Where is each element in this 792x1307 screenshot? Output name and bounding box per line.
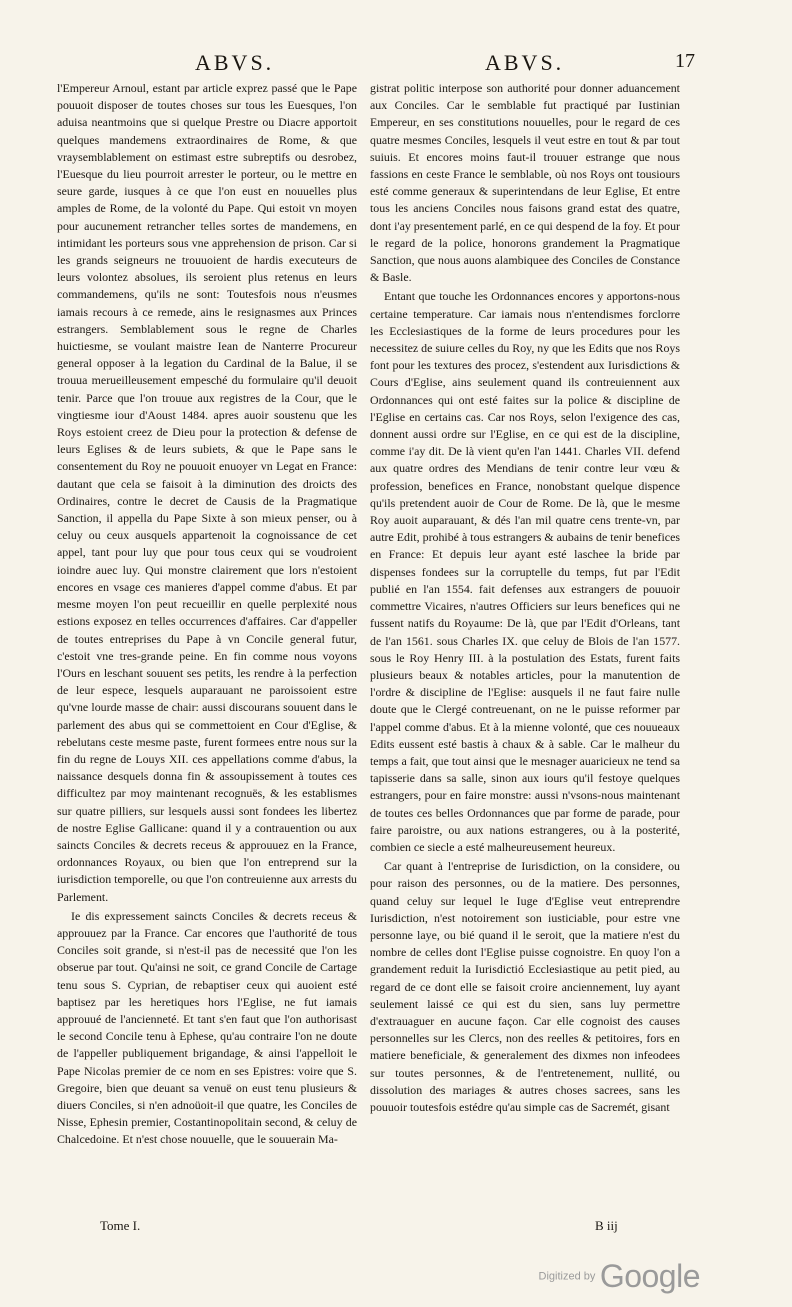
tome-label: Tome I. [100,1218,141,1233]
watermark-brand: Google [599,1258,700,1294]
left-column [57,80,357,1149]
signature-mark: B iij [595,1218,618,1233]
page-number: 17 [675,50,695,72]
watermark-prefix: Digitized by [538,1270,596,1283]
left-running-title: ABVS. [195,50,275,75]
left-paragraph-1: l'Empereur Arnoul, estant par article exprez passé que le Pape pouuoit disposer de toutes choses sur tous les Euesques, l'on aduisa neantmoins que si quelque Prestre ou Diacre apportoit quelques mandemens extraordinaires de Rome, & que vraysemblablement on estimast estre subreptifs ou desrobez, l'Euesque du lieu pourroit arrester le porteur, ou le mettre en seure garde, iusques à ce que l'on eust en nouuelles plus amples de Rome, de la volonté du Pape. Qui estoit vn moyen pour aucunement retrancher telles sortes de mandemens, en intimidant les porteurs sous vne apprehension de prison. Car si les grands seigneurs ne trouuoient de hardis executeurs de leurs volontez absolues, ils seroient plus retenus en leurs commandemens, qu'ils ne sont: Toutesfois nous n'eusmes iamais recours à ce remede, ains le resignasmes aux Princes estrangers. Semblablement sous le regne de Charles huictiesme, se voulant maistre Iean de Nanterre Procureur general opposer à la legation du Cardinal de la Balue, il se trouua merueilleusement empesché du formulaire qu'il deuoit tenir. Parce que l'on trouue aux registres de la Cour, que le vingtiesme iour d'Aoust 1484. apres auoir soustenu que les Roys estoient creez de Dieu pour la protection & defense de leurs Eglises & de leurs subiets, & que le Pape sans le consentement du Roy ne pouuoit enuoyer vn Legat en France: dautant que cela se faisoit à la diminution des droicts des Ordinaires, contre le decret de Causis de la Pragmatique Sanction, il appella du Pape Sixte à son mieux penser, ou à celuy ou ceux ausquels appartenoit la cognoissance de cet appel, tant pour luy que pour tous ceux qui se voudroient ioindre auec luy. Qui monstre clairement que lors n'estoient encores en vsage ces manieres d'appel comme d'abus. Et par mesme moyen l'on peut recueillir en quelle perplexité nous estions exposez en telles occurrences d'affaires. Car d'appeller de toutes entreprises du Pape à vn Concile general futur, c'estoit vne tres-grande peine. En fin comme nous voyons l'Ours en leschant souuent ses petits, les rendre à la perfection de leur espece, lesquels auparauant ne paroissoient estre qu'vne lourde masse de chair: aussi discourans souuent dans le parlement des abus qui se commettoient en Cour d'Eglise, & rebelutans ceste mesme paste, furent formees entre nous sur la fin du regne de Louys XII. ces appellations comme d'abus, la naissance desquels donna fin & assoupissement à toutes ces difficultez par moy maintenant recognuës, & les establismes sur quatre pilliers, sur lesquels aussi sont fondees les libertez de nostre Eglise Gallicane: quand il y a contrauention ou aux saincts Conciles & decrets receus & approuuez en la France, ordonnances Royaux, ou bien que l'on entreprend sur la iurisdiction temporelle, ou que l'on contreuienne aux arrests du Parlement. [57,81,357,904]
right-paragraph-2: Entant que touche les Ordonnances encores y apportons-nous certaine temperature. Car iamais nous n'entendismes forclorre les Ecclesiastiques de la forme de leurs procedures pour les necessitez de suiure celles du Roy, ny que les Edits que nos Roys font pour les textures des procez, s'estendent aux Iurisdictions & Cours d'Eglise, ains seulement quand ils contreuiennent aux Ordonnances qui ont esté faites sur la police & discipline de l'Eglise en certains cas. Car nos Roys, selon l'exigence des cas, donnent aussi ordre sur l'Eglise, en ce qui est de la discipline, comme i'ay dit. De là vient qu'en l'an 1441. Charles VII. defend aux quatre ordres des Mendians de tenir contre leur vœu & profession, benefices en France, nonobstant quelque dispence qu'ils pretendent auoir de Cour de Rome. De là, que le mesme Roy auoit auparauant, & dés l'an mil quatre cens trente-vn, par autre Edit, prohibé à tous estrangers & aubains de tenir benefices en France: Et depuis leur ayant esté laschee la bride par dispenses fondees sur la corruptelle du temps, fut par l'Edit publié en l'an 1554. fait defenses aux estrangers de pouuoir commettre Vicaires, n'autres Officiers sur leurs benefices qui ne fussent natifs du Royaume: De là, que par l'Edit d'Orleans, tant de l'an 1561. sous Charles IX. que celuy de Blois de l'an 1577. sous le Roy Henry III. à la postulation des Estats, furent faits plusieurs beaux & notables articles, pour la manutention de l'ordre & discipline de l'Eglise: ausquels il ne faut faire nulle doute que le Clergé contreuenant, on ne le puisse reformer par l'appel comme d'abus. Et à la mienne volonté, que ces nouueaux Edits eussent esté bastis à chaux & à sable. Car le malheur du temps a fait, que tout ainsi que le mesnager auaricieux ne tend sa tapisserie dans sa salle, sinon aux iours qu'il festoye quelques estrangers, pour en faire monstre: aussi n'vsons-nous maintenant de toutes ces belles Ordonnances que par forme de parade, pour faire paroistre, ou aux nations estrangeres, ou à la posterité, combien ce siecle a esté malheureusement heureux. [370,289,680,854]
right-paragraph-3: Car quant à l'entreprise de Iurisdiction, on la considere, ou pour raison des personnes, ou de la matiere. Des personnes, quand celuy sur lequel le Iuge d'Eglise veut entreprendre Iurisdiction, n'est notoirement son iusticiable, pour estre vne personne laye, ou bié quand il le seroit, que la matiere n'est du nombre de celles dont l'Eglise puisse cognoistre. En quoy l'on a grandement reduit la Iurisdictió Ecclesiastique au petit pied, au regard de ce dont elle se faisoit croire anciennement, luy ayant seulement laissé ce qui est du sien, sans luy permettre d'extrauaguer en aucune façon. Car elle cognoist des causes personnelles sur les Clercs, non des reelles & petitoires, fors en matiere beneficiale, & generalement des dixmes non infeodees sur toutes personnes, & de l'entretenement, nullité, ou dissolution des mariages & autres choses sacrees, sans les pouuoir toutesfois estédre qu'au simple cas de Sacremét, gisant [370,859,680,1114]
page-footer [55,1218,695,1258]
right-paragraph-1: gistrat politic interpose son authorité pour donner aduancement aux Conciles. Car le semblable fut practiqué par Iustinian Empereur, en ses constitutions nouuelles, pour le regard de ces quatre mesmes Conciles, lesquels il veut estre en tout & par tout suiuis. Et encores moins faut-il trouuer estrange que nous fassions en ceste France le semblable, où nos Roys ont tousiours esté comme generaux & superintendans de leur Eglise, Et entre tous les anciens Conciles nous faisons grand estat des quatre, dont i'ay presentement parlé, en ce qui despend de la foy. Et pour le regard de la police, honorons grandement la Pragmatique Sanction, que nous auons alambiquee des Conciles de Constance & Basle. [370,81,680,285]
running-header [55,50,695,84]
right-running-title: ABVS. [485,50,565,75]
left-paragraph-2: Ie dis expressement saincts Conciles & decrets receus & approuuez par la France. Car encores que l'authorité de tous Conciles soit grande, si n'est-il pas de necessité que l'on les obserue par tout. Qu'ainsi ne soit, ce grand Concile de Cartage tenu sous S. Cyprian, de rebaptiser ceux qui auoient esté baptisez par les heretiques hors l'Eglise, ne fut iamais approuué de l'ancienneté. Et tant s'en faut que l'on authorisast le second Concile tenu à Ephese, qu'au contraire l'on ne doute de l'appeller publiquement brigandage, & ainsi l'appelloit le Pape Nicolas premier de ce nom en ses Epistres: voire que S. Gregoire, bien que deuant sa venuë on eust tenu plusieurs & diuers Conciles, si n'en adnoüoit-il que quatre, les Conciles de Nisse, Ephesin premier, Costantinopolitain second, & celuy de Chalcedoine. Et n'est chose nouuelle, que le souuerain Ma- [57,908,357,1147]
right-column [370,80,680,1116]
google-watermark [539,1258,701,1295]
